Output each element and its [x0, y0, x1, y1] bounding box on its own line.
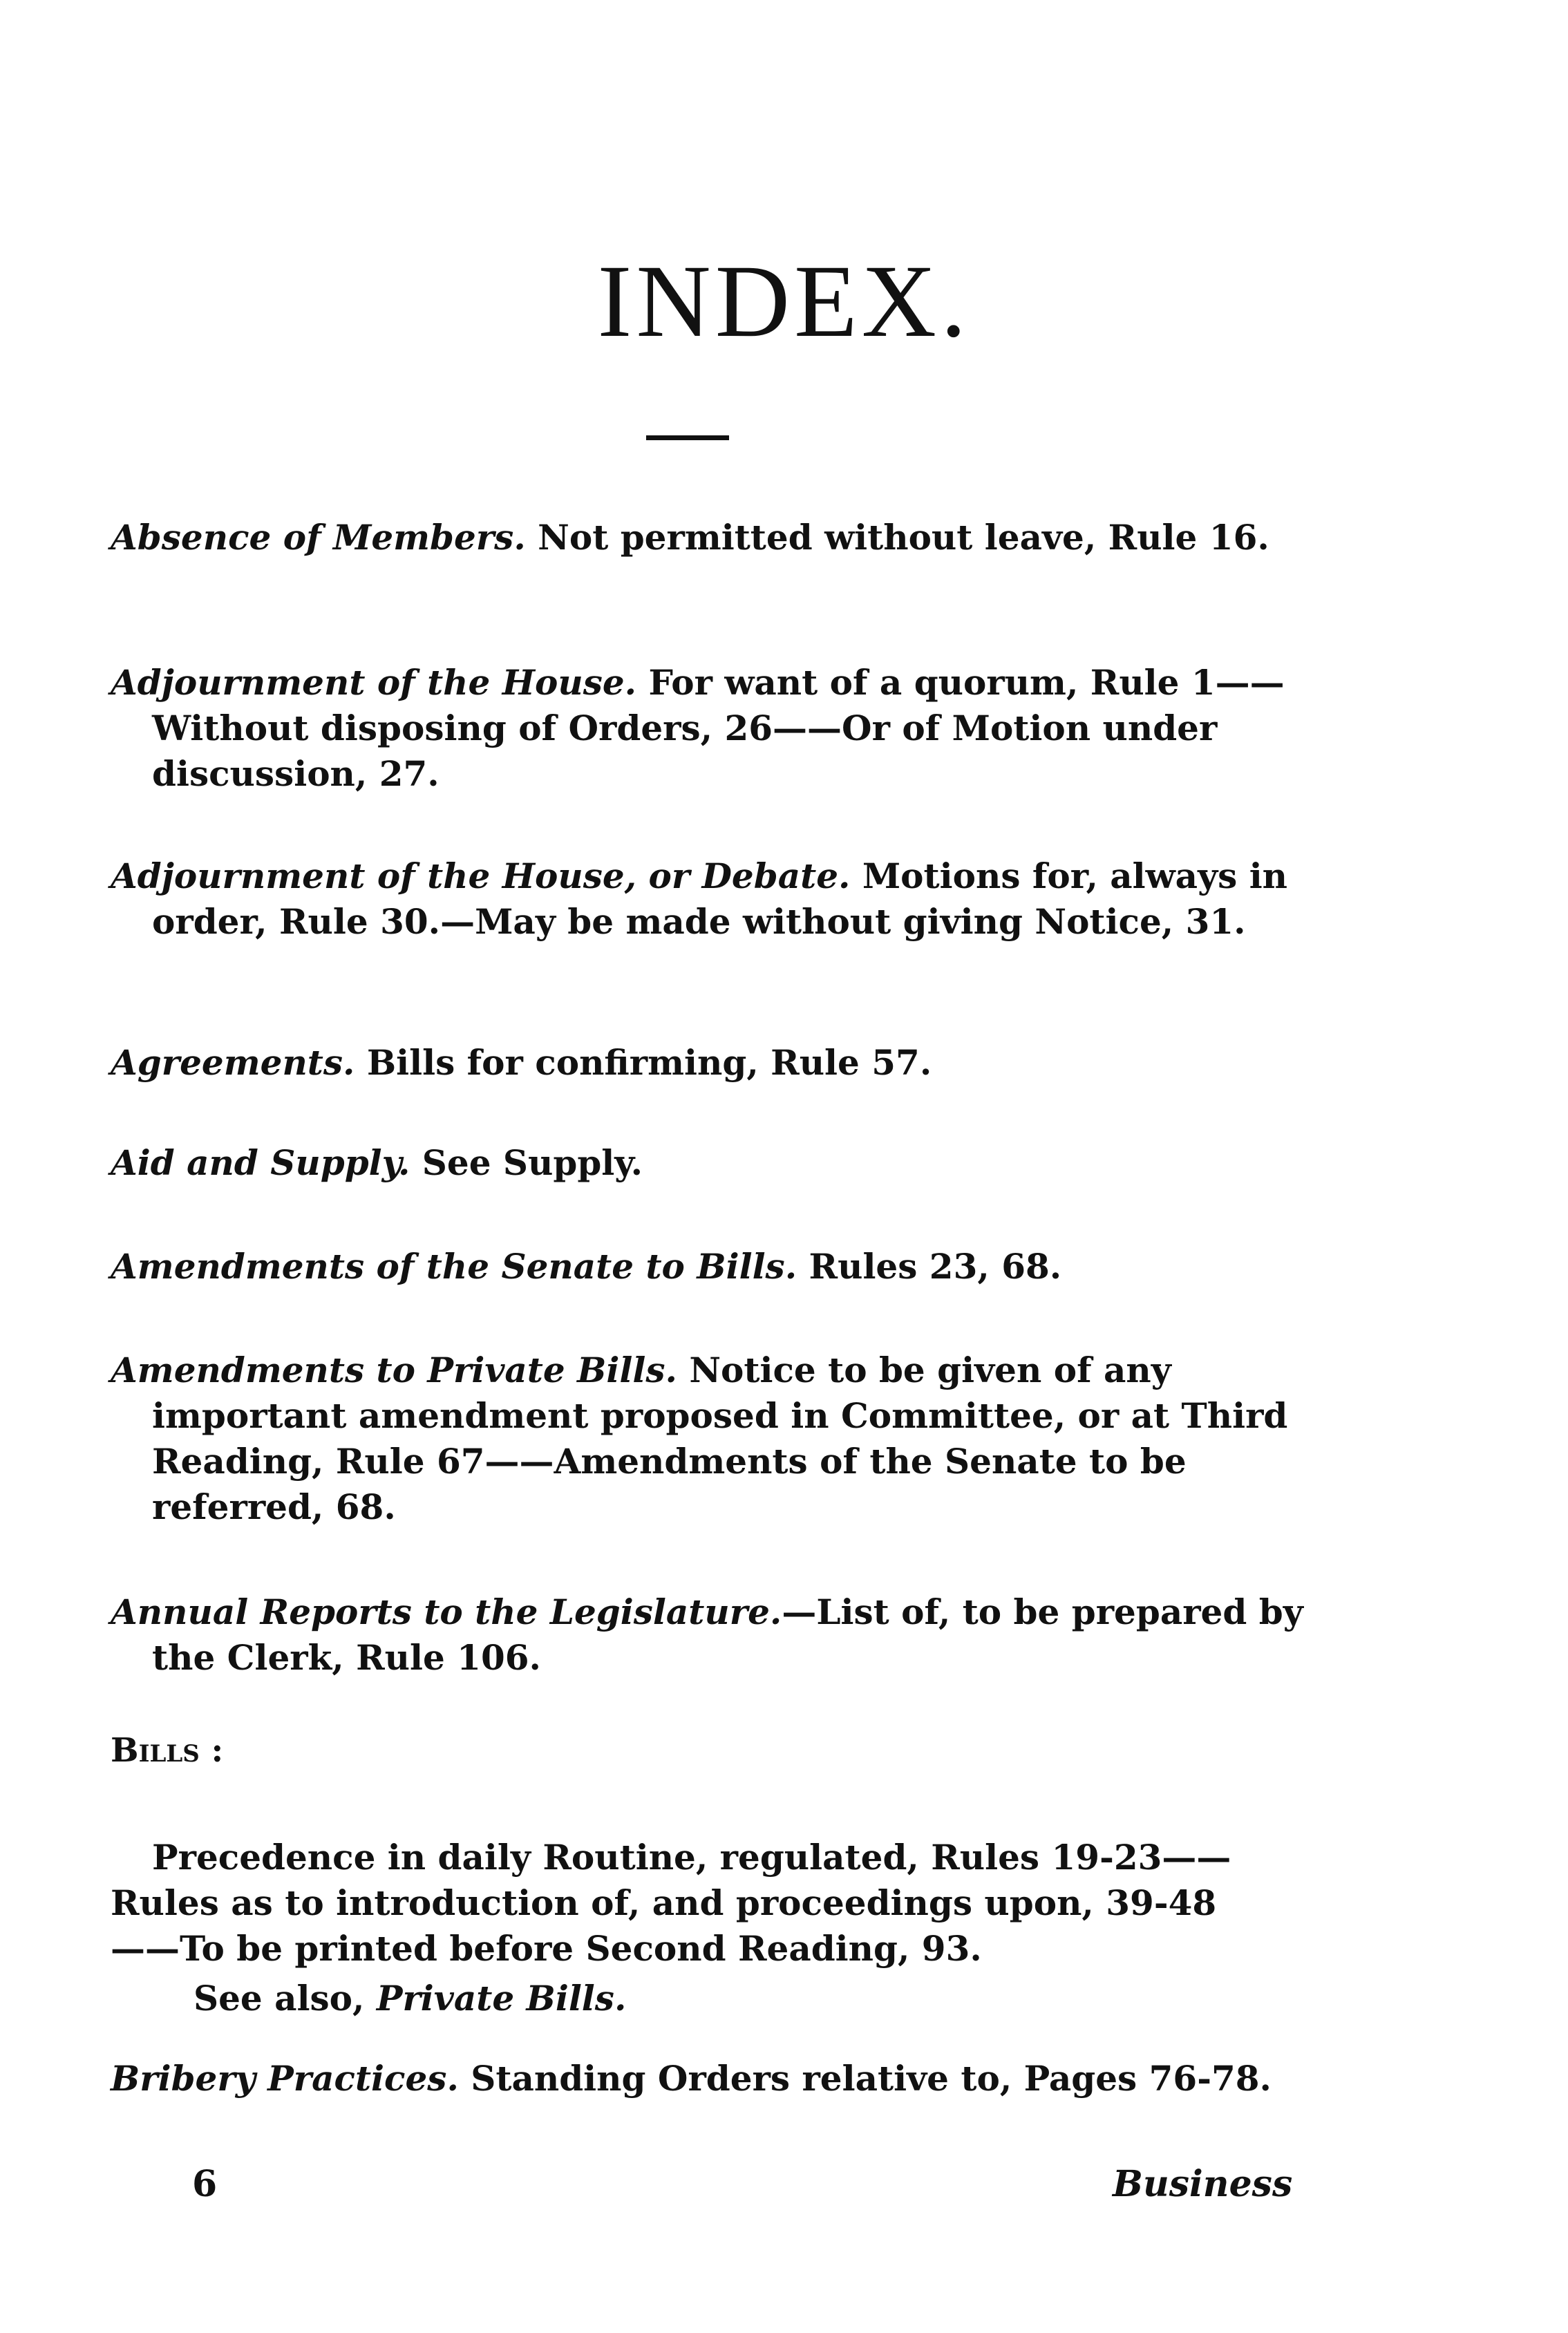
index-entry-private-bill-amendments [111, 1348, 1327, 1530]
entry-heading: Annual Reports to the Legislature. [111, 1591, 782, 1632]
entry-text: Rules 23, 68. [797, 1246, 1062, 1287]
entry-text: Notice to be given of any important amendment proposed in Committee, or at Third Reading, Rule 67——Amendments of the Senate to be referred, 68. [152, 1350, 1288, 1527]
entry-heading: Amendments of the Senate to Bills. [111, 1246, 797, 1287]
entry-text: See Supply. [410, 1142, 643, 1183]
entry-heading: Agreements. [111, 1042, 355, 1083]
index-entry-bribery [111, 2056, 1327, 2101]
entry-text: Not permitted without leave, Rule 16. [525, 517, 1269, 558]
title-divider [646, 435, 729, 440]
entry-heading: Aid and Supply. [111, 1142, 410, 1183]
index-entry-absence [111, 515, 1327, 560]
entry-text: —List of, to be prepared by the Clerk, Rule 106. [152, 1591, 1303, 1678]
index-entry-adjournment [111, 660, 1327, 797]
index-entry-agreements [111, 1040, 1327, 1086]
bills-heading: Bills : [111, 1731, 224, 1770]
bills-see-also [193, 1978, 626, 2019]
bills-paragraph: Precedence in daily Routine, regulated, Rules 19-23——Rules as to introduction of, and proceedings upon, 39-48——To be printed before Second Reading, 93. [111, 1837, 1231, 1969]
index-entry-aid-supply [111, 1140, 1327, 1186]
entry-heading: Bribery Practices. [111, 2058, 459, 2099]
see-also-reference: Private Bills. [376, 1978, 627, 2019]
index-entry-senate-amendments [111, 1244, 1327, 1290]
page-number: 6 [192, 2163, 218, 2205]
see-also-label: See also, [193, 1978, 365, 2019]
entry-text: Bills for confirming, Rule 57. [355, 1042, 932, 1083]
entry-text: Standing Orders relative to, Pages 76-78. [458, 2058, 1272, 2099]
catchword: Business [1113, 2163, 1293, 2205]
entry-heading: Absence of Members. [111, 517, 526, 558]
index-entry-annual-reports [111, 1589, 1327, 1681]
index-entry-adjournment-debate [111, 853, 1327, 945]
entry-text: Motions for, always in order, Rule 30.—May be made without giving Notice, 31. [152, 856, 1288, 942]
page-title: INDEX. [597, 244, 971, 359]
entry-heading: Adjournment of the House. [111, 662, 637, 703]
entry-heading: Adjournment of the House, or Debate. [111, 856, 851, 896]
entry-heading: Amendments to Private Bills. [111, 1350, 677, 1390]
entry-text: For want of a quorum, Rule 1——Without disposing of Orders, 26——Or of Motion under discussion, 27. [152, 662, 1285, 794]
